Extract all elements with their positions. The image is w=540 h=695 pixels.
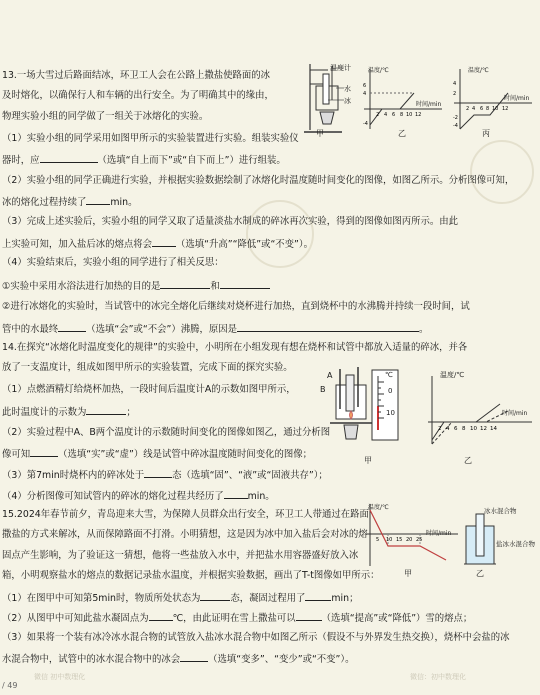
q13-answer-blank-6[interactable] xyxy=(58,322,86,332)
q13-reflect-2-text: 管中的水最终 xyxy=(2,324,59,335)
q14-thermo-unit: ℃ xyxy=(385,371,393,379)
q15-part3-text: 水混合物中，试管中的冰水混合物中的冰会 xyxy=(2,654,181,665)
q15-part1-mid: 态，凝固过程用了 xyxy=(230,593,306,604)
q13-part2-text: 冰的熔化过程持续了 xyxy=(2,197,87,208)
q13-label-water: 水 xyxy=(344,85,351,93)
q13-answer-blank-4[interactable] xyxy=(160,279,210,289)
q13-part2-unit: min。 xyxy=(110,197,138,208)
q14-part2-line-1: （2）实验过程中A、B两个温度计的示数随时间变化的图像如图乙，通过分析图 xyxy=(2,427,331,438)
q13-reflect-1 xyxy=(2,279,270,293)
q14-answer-blank-2[interactable] xyxy=(30,447,58,457)
q14-part1-line-1: （1）点燃酒精灯给烧杯加热，一段时间后温度计A的示数如图甲所示， xyxy=(2,384,296,395)
q15-part1-text: （1）在图甲中可知第5min时，物质所处状态为 xyxy=(2,593,201,604)
svg-text:14: 14 xyxy=(490,426,497,432)
svg-text:-4: -4 xyxy=(453,123,458,129)
q13-part3-options: （选填“升高”“降低”或“不变”）。 xyxy=(176,239,313,250)
q15-fig-jia-caption: 甲 xyxy=(404,569,412,578)
q13-line-1: 13.一场大雪过后路面结冰，环卫工人会在公路上撒盐使路面的冰 xyxy=(2,70,271,81)
q14-yi-xlabel: 时间/min xyxy=(502,410,528,417)
watermark-circle xyxy=(246,200,314,268)
q13-bing-xlabel: 时间/min xyxy=(504,95,530,102)
svg-text:10: 10 xyxy=(386,537,393,543)
svg-text:-2: -2 xyxy=(453,115,458,121)
q13-part2-line-2 xyxy=(2,195,137,209)
svg-text:5: 5 xyxy=(376,537,380,543)
q14-part4-line xyxy=(2,489,275,503)
q13-answer-blank-3[interactable] xyxy=(152,237,176,247)
svg-text:12: 12 xyxy=(415,112,422,118)
q15-part3-line-2 xyxy=(2,652,354,666)
q14-thermo-tick-0: 0 xyxy=(388,387,393,395)
page-number: / 49 xyxy=(2,681,18,690)
svg-text:10: 10 xyxy=(492,106,499,112)
svg-text:6: 6 xyxy=(480,106,484,112)
q15-jia-ylabel: 温度/℃ xyxy=(368,504,389,511)
q14-fig-jia-caption: 甲 xyxy=(364,456,372,465)
svg-text:20: 20 xyxy=(406,537,413,543)
watermark-text-2: 微信：初中数理化 xyxy=(410,673,466,681)
q14-part2-text: 像可知 xyxy=(2,449,31,460)
q13-part1-line-1: （1）实验小组的同学采用如图甲所示的实验装置进行实验。组装实验仪 xyxy=(2,133,299,144)
svg-text:10: 10 xyxy=(406,112,413,118)
svg-text:2: 2 xyxy=(376,112,380,118)
q13-line-3: 物理实验小组的同学做了一组关于冰熔化的实验。 xyxy=(2,111,209,122)
q14-answer-blank-3[interactable] xyxy=(144,468,172,478)
svg-text:4: 4 xyxy=(472,106,476,112)
q14-part3-options: 态（选填“固”、“液”或“固液共存”）； xyxy=(172,470,328,481)
q14-answer-blank-4[interactable] xyxy=(224,489,248,499)
q14-thermo-tick-10: 10 xyxy=(386,409,395,417)
q13-part1-line-2 xyxy=(2,153,286,167)
svg-text:6: 6 xyxy=(392,112,396,118)
q14-part1-text: 此时温度计的示数为 xyxy=(2,407,87,418)
q13-bing-ylabel: 温度/℃ xyxy=(468,67,489,74)
q13-fig-yi-caption: 乙 xyxy=(398,129,406,138)
watermark-text-1: 微信 初中数理化 xyxy=(34,673,86,681)
q13-fig-jia-caption: 甲 xyxy=(316,129,324,138)
svg-text:8: 8 xyxy=(462,426,466,432)
q13-answer-blank-2[interactable] xyxy=(86,195,110,205)
q13-reflect-2-options: （选填“会”或“不会”）沸腾，原因是 xyxy=(86,324,237,335)
q13-yi-xlabel: 时间/min xyxy=(416,101,442,108)
q14-label-a: A xyxy=(327,371,333,380)
q13-part3-line-2 xyxy=(2,237,313,251)
svg-text:15: 15 xyxy=(396,537,403,543)
q13-label-thermometer: 温度计 xyxy=(330,64,351,72)
q13-part1-text: 器时，应 xyxy=(2,155,40,166)
svg-text:4: 4 xyxy=(453,81,457,87)
svg-text:10: 10 xyxy=(470,426,477,432)
q13-part1-options: （选填“自上而下”或“自下而上”）进行组装。 xyxy=(97,155,286,166)
q13-part4-text: （4）实验结束后，实验小组的同学进行了相关反思： xyxy=(2,257,224,268)
svg-text:-4: -4 xyxy=(363,121,368,127)
q13-answer-blank-7[interactable] xyxy=(237,322,419,332)
q14-part2-options: （选填“实”或“虚”）线是试管中碎冰温度随时间变化的图像； xyxy=(58,449,312,460)
q14-part4-unit: min。 xyxy=(247,491,275,502)
svg-text:2: 2 xyxy=(438,426,442,432)
q15-jia-xlabel: 时间/min xyxy=(426,530,452,537)
svg-text:8: 8 xyxy=(400,112,404,118)
q15-answer-blank-5[interactable] xyxy=(180,652,208,662)
q13-reflect-2-line-1: ②进行冰熔化的实验时，当试管中的冰完全熔化后继续对烧杯进行加热，直到烧杯中的水沸腾并持续一段时间，试 xyxy=(2,301,470,312)
q15-answer-blank-3[interactable] xyxy=(149,611,173,621)
q13-part3-line-1: （3）完成上述实验后，实验小组的同学又取了适量淡盐水制成的碎冰再次实验，得到的图像如图丙所示。由此 xyxy=(2,216,458,227)
svg-text:12: 12 xyxy=(480,426,487,432)
q15-part2-text: （2）从图甲中可知此盐水凝固点为 xyxy=(2,613,149,624)
q15-line-1: 15.2024年春节前夕，青岛迎来大雪，为保障人员群众出行安全，环卫工人带通过在路面 xyxy=(2,509,369,520)
q15-label-saltice: 盐冰水混合物 xyxy=(496,540,535,548)
q15-figure-yi-apparatus xyxy=(460,512,500,568)
q14-fig-yi-caption: 乙 xyxy=(464,456,472,465)
q14-part1-line-2: 此时温度计的示数为 ； xyxy=(2,407,136,418)
q13-reflect-2-line-2: 管中的水最终 （选填“会”或“不会”）沸腾，原因是 。 xyxy=(2,324,429,335)
q14-part2-line-2 xyxy=(2,447,312,461)
q15-line-4: 箱，小明观察盐水的熔点的数据记录盐水温度，并根据实验数据，画出了T-t图像如甲所示： xyxy=(2,570,380,581)
q13-reflect-1-text: ①实验中采用水浴法进行加热的目的是 xyxy=(2,281,161,292)
q13-yi-ylabel: 温度/℃ xyxy=(368,67,389,74)
q15-part3-options: （选填“变多”、“变少”或“不变”）。 xyxy=(208,654,355,665)
q15-answer-blank-1[interactable] xyxy=(200,591,230,601)
svg-text:4: 4 xyxy=(446,426,450,432)
svg-text:6: 6 xyxy=(454,426,458,432)
q15-part1-unit: min； xyxy=(331,593,359,604)
q14-line-2: 放了一支温度计，组成如图甲所示的实验装置，完成下面的探究实验。 xyxy=(2,362,293,373)
svg-text:8: 8 xyxy=(486,106,490,112)
q14-part3-line xyxy=(2,468,328,482)
q15-answer-blank-4[interactable] xyxy=(296,611,322,621)
svg-text:2: 2 xyxy=(466,106,470,112)
q13-part2-line-1: （2）实验小组的同学正确进行实验，并根据实验数据绘制了冰熔化时温度随时间变化的图像，如图乙所示。分析图像可知， xyxy=(2,175,515,186)
q14-answer-blank-1[interactable] xyxy=(86,405,126,415)
q13-fig-bing-caption: 丙 xyxy=(482,129,490,138)
q15-label-icewater: 冰水混合物 xyxy=(484,507,517,515)
q14-yi-ylabel: 温度/℃ xyxy=(440,371,465,379)
q13-line-2: 及时熔化，以确保行人和车辆的出行安全。为了明确其中的缘由， xyxy=(2,90,274,101)
q15-part2-mid: ℃，由此证明在雪上撒盐可以 xyxy=(172,613,296,624)
q15-line-2: 撒盐的方式来解冰，从而保障路面不打滑。小明猜想，这是因为冰中加入盐后会对冰的熔 xyxy=(2,529,368,540)
q14-label-b: B xyxy=(320,385,326,394)
q13-part3-text: 上实验可知，加入盐后冰的熔点将会 xyxy=(2,239,153,250)
q13-label-ice: 冰 xyxy=(344,97,351,105)
svg-text:4: 4 xyxy=(384,112,388,118)
q15-part3-line-1: （3）如果将一个装有冰冷冰水混合物的试管放入盐冰水混合物中如图乙所示（假设不与外界发生热交换），烧杯中会盐的冰 xyxy=(2,632,510,643)
q15-fig-yi-caption: 乙 xyxy=(476,569,484,578)
svg-text:2: 2 xyxy=(453,91,457,97)
q13-answer-blank-1[interactable] xyxy=(40,153,98,163)
svg-text:12: 12 xyxy=(502,106,509,112)
q15-answer-blank-2[interactable] xyxy=(305,591,331,601)
q14-line-1: 14.在探究“冰熔化时温度变化的规律”的实验中，小明所在小组发现有想在烧杯和试管中都放入适量的碎冰，并各 xyxy=(2,342,468,353)
q15-part2-line xyxy=(2,611,472,625)
svg-text:6: 6 xyxy=(363,83,367,89)
q14-part4-text: （4）分析图像可知试管内的碎冰的熔化过程共经历了 xyxy=(2,491,224,502)
q14-part3-text: （3）第7min时烧杯内的碎冰处于 xyxy=(2,470,145,481)
svg-text:25: 25 xyxy=(416,537,423,543)
watermark-circle xyxy=(470,140,534,204)
q13-reflect-1-and: 和 xyxy=(210,281,220,292)
q15-part2-options: （选填“提高”或“降低”）雪的熔点； xyxy=(321,613,473,624)
q15-line-3: 固点产生影响，为了验证这一猜想，他将一些盐放入水中，并把盐水用容器盛好放入冰 xyxy=(2,550,359,561)
q15-part1-line xyxy=(2,591,358,605)
svg-text:4: 4 xyxy=(363,91,367,97)
q13-answer-blank-5[interactable] xyxy=(220,279,270,289)
